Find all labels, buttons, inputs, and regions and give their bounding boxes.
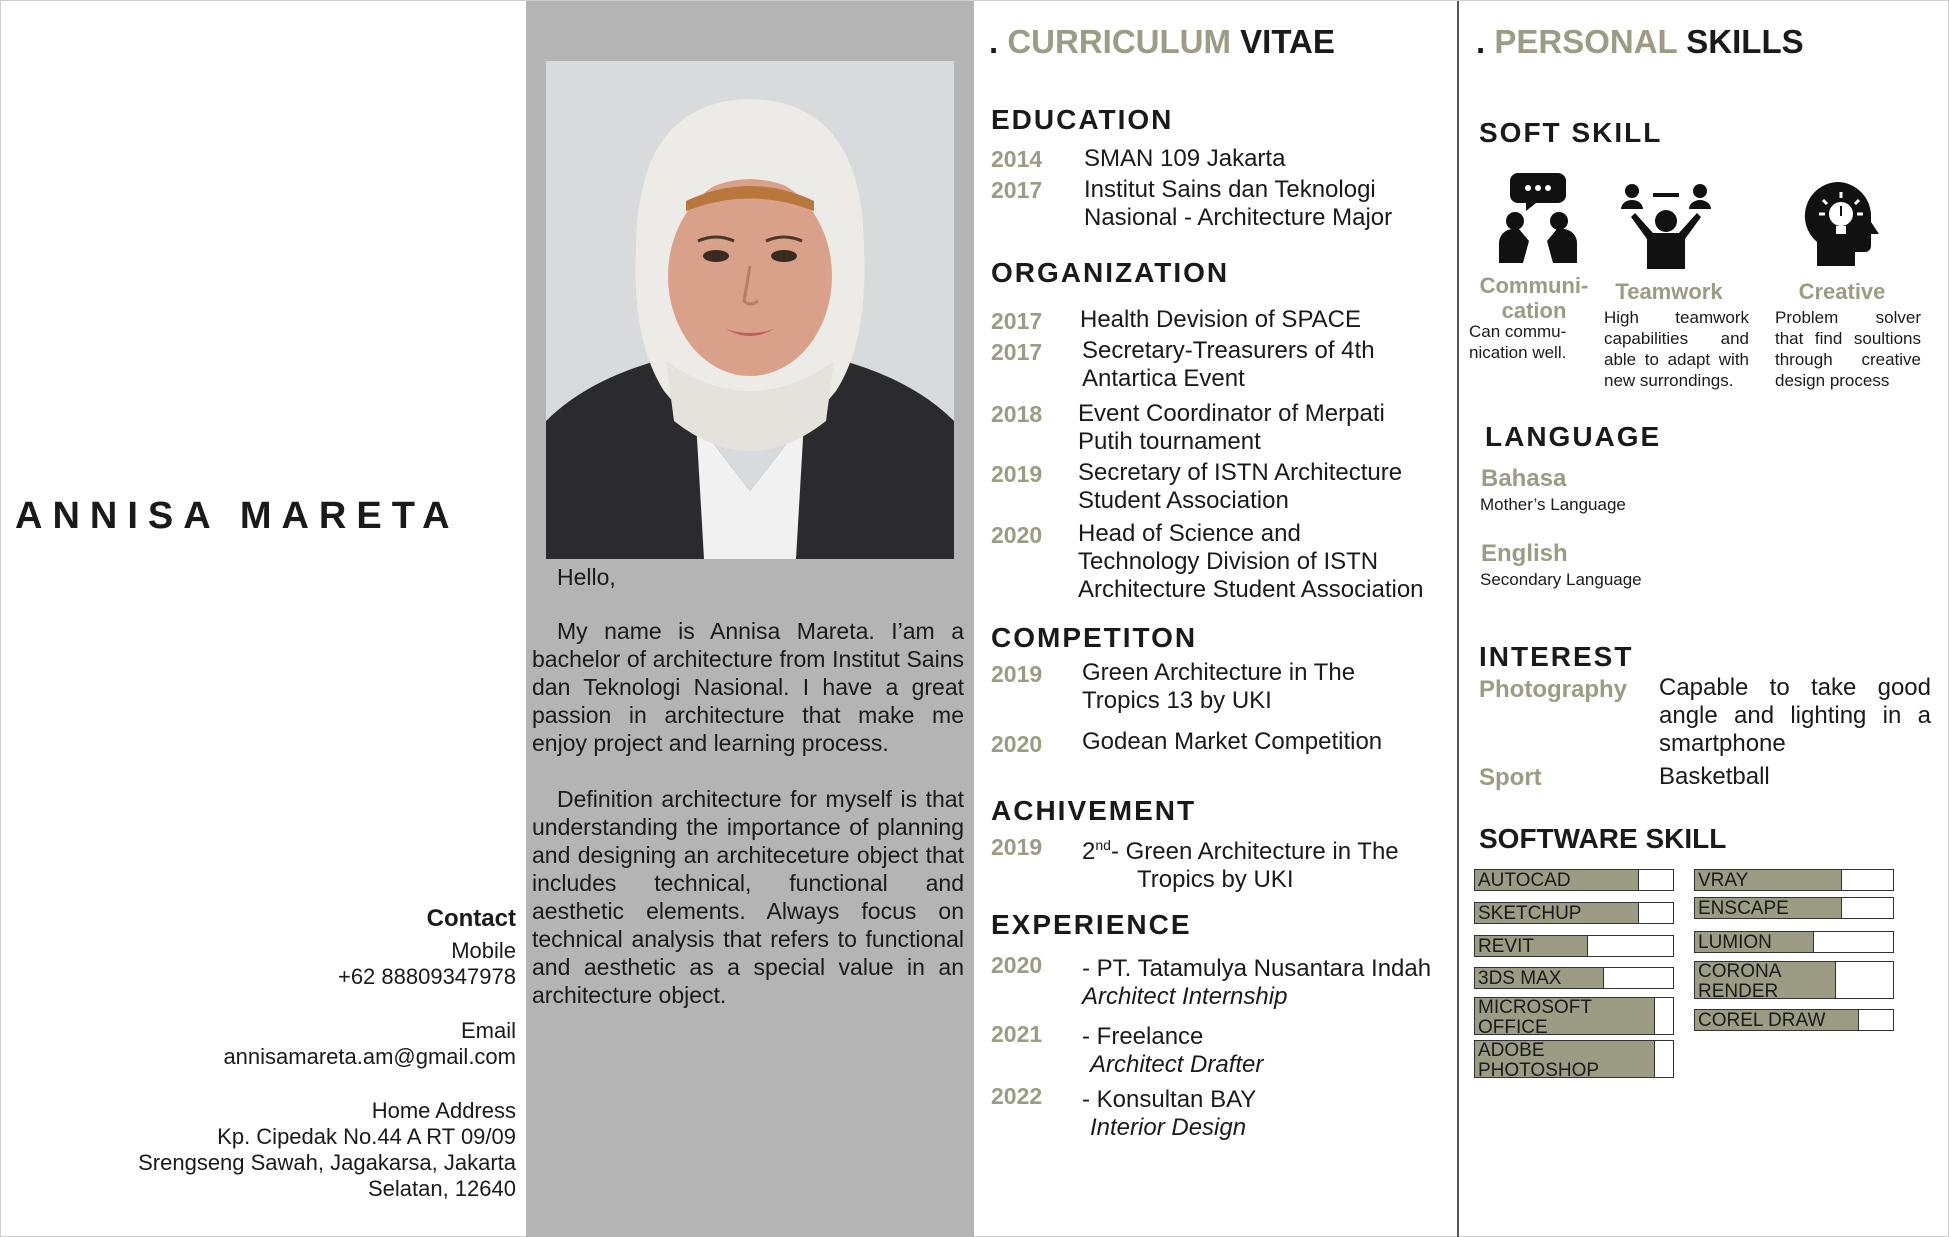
organization-year: 2017 xyxy=(991,308,1043,334)
mobile-number: +62 88809347978 xyxy=(337,964,516,989)
software-skill-bar xyxy=(1694,869,1894,891)
name-contact-column xyxy=(1,1,526,1237)
soft-skill-desc: Can commu- nication well. xyxy=(1469,322,1567,362)
software-skill-name: ENSCAPE xyxy=(1698,898,1789,919)
education-heading: EDUCATION xyxy=(991,104,1174,135)
competition-heading: COMPETITON xyxy=(991,622,1198,653)
language-name: Bahasa xyxy=(1481,465,1567,492)
soft-skill-heading: SOFT SKILL xyxy=(1479,117,1663,148)
email-label: Email xyxy=(460,1018,516,1043)
about-column xyxy=(526,1,974,1237)
experience-item: - Konsultan BAY Interior Design xyxy=(1082,1086,1257,1141)
address-line: Kp. Cipedak No.44 A RT 09/09 xyxy=(217,1124,516,1149)
software-skill-bar xyxy=(1474,869,1674,891)
interest-name: Photography xyxy=(1479,676,1627,703)
soft-skill-desc: Problem solver that find soultions through creative design process xyxy=(1775,308,1921,390)
software-skill-name: LUMION xyxy=(1698,932,1772,953)
organization-item: Secretary of ISTN Architecture Student Association xyxy=(1078,459,1403,514)
software-skill-bar xyxy=(1694,897,1894,919)
address-line: Srengseng Sawah, Jagakarsa, Jakarta xyxy=(138,1150,516,1175)
organization-item: Secretary-Treasurers of 4th Antartica Event xyxy=(1082,337,1375,392)
language-desc: Mother’s Language xyxy=(1480,495,1626,514)
competition-item: Godean Market Competition xyxy=(1082,728,1383,755)
software-skill-bar xyxy=(1474,997,1674,1038)
competition-year: 2019 xyxy=(991,661,1043,687)
interest-heading: INTEREST xyxy=(1479,641,1634,672)
contact-title: Contact xyxy=(426,905,516,932)
language-name: English xyxy=(1481,540,1568,567)
software-skill-bar xyxy=(1474,935,1674,957)
competition-item: Green Architecture in The Tropics 13 by UKI xyxy=(1082,659,1356,714)
interest-name: Sport xyxy=(1479,764,1542,791)
organization-year: 2020 xyxy=(991,522,1043,548)
organization-year: 2017 xyxy=(991,339,1043,365)
interest-desc: Capable to take good angle and lighting in a smartphone xyxy=(1659,674,1931,757)
interest-desc: Basketball xyxy=(1659,763,1770,790)
software-skill-name: MICROSOFT OFFICE xyxy=(1478,997,1592,1038)
soft-skill-desc: High teamwork capabilities and able to adapt with new surrondings. xyxy=(1604,308,1749,390)
soft-skill-name: Teamwork xyxy=(1615,279,1723,304)
contact-block xyxy=(16,906,516,1202)
software-skill-name: CORONA RENDER xyxy=(1698,961,1782,1002)
cv-title: . CURRICULUM VITAE xyxy=(989,23,1335,60)
creative-head-icon xyxy=(1797,176,1887,271)
achievement-item: 2nd- Green Architecture in The Tropics by UKI xyxy=(1082,837,1399,893)
education-item: SMAN 109 Jakarta xyxy=(1084,145,1286,172)
experience-year: 2022 xyxy=(991,1083,1043,1109)
organization-item: Event Coordinator of Merpati Putih tournament xyxy=(1078,400,1385,455)
software-skill-bar xyxy=(1694,1009,1894,1031)
teamwork-icon xyxy=(1621,179,1711,274)
experience-year: 2021 xyxy=(991,1021,1043,1047)
education-item: Institut Sains dan Teknologi Nasional - Architecture Major xyxy=(1084,176,1393,231)
curriculum-vitae-column xyxy=(974,1,1459,1237)
experience-year: 2020 xyxy=(991,952,1043,978)
organization-item: Health Devision of SPACE xyxy=(1080,306,1362,333)
software-skill-bar xyxy=(1694,961,1894,1002)
software-skill-bar xyxy=(1694,931,1894,953)
language-desc: Secondary Language xyxy=(1480,570,1642,589)
skills-title: . PERSONAL SKILLS xyxy=(1476,23,1804,60)
experience-item: - Freelance Architect Drafter xyxy=(1082,1023,1264,1078)
achievement-year: 2019 xyxy=(991,834,1043,860)
software-skill-bar xyxy=(1474,967,1674,989)
greeting: Hello, xyxy=(557,564,616,590)
organization-year: 2018 xyxy=(991,401,1043,427)
experience-item: - PT. Tatamulya Nusantara Indah Architect Internship xyxy=(1082,955,1432,1010)
address-line: Selatan, 12640 xyxy=(367,1176,516,1201)
about-paragraph: Definition architecture for myself is that understanding the importance of planning and designing an architeceture object that includes technical, functional and aesthetic elements. Always focus on technical analysis that refers to functional and aesthetic as a special value in an architecture object. xyxy=(532,786,964,1008)
software-skill-name: ADOBE PHOTOSHOP xyxy=(1478,1040,1600,1081)
portrait-illustration xyxy=(546,61,954,559)
mobile-label: Mobile xyxy=(451,938,516,963)
communication-icon xyxy=(1493,169,1583,264)
software-skill-name: AUTOCAD xyxy=(1478,870,1571,891)
language-heading: LANGUAGE xyxy=(1485,421,1662,452)
organization-heading: ORGANIZATION xyxy=(991,257,1230,288)
soft-skill-name: Communi- cation xyxy=(1479,273,1589,323)
email-address: annisamareta.am@gmail.com xyxy=(223,1044,516,1069)
achievement-heading: ACHIVEMENT xyxy=(991,795,1197,826)
experience-heading: EXPERIENCE xyxy=(991,909,1192,940)
profile-photo xyxy=(546,61,954,559)
address-label: Home Address xyxy=(371,1098,516,1123)
personal-skills-column xyxy=(1459,1,1949,1237)
software-skill-name: REVIT xyxy=(1478,936,1534,957)
software-skill-name: VRAY xyxy=(1698,870,1749,891)
organization-year: 2019 xyxy=(991,461,1043,487)
software-skill-name: SKETCHUP xyxy=(1478,903,1582,924)
software-skill-bar xyxy=(1474,902,1674,924)
soft-skill-name: Creative xyxy=(1798,279,1886,304)
education-year: 2017 xyxy=(991,177,1043,203)
about-paragraph: My name is Annisa Mareta. I’am a bachelor of architecture from Institut Sains dan Teknologi Nasional. I have a great passion in architecture that make me enjoy project and learning process. xyxy=(532,618,964,756)
education-year: 2014 xyxy=(991,146,1043,172)
software-skill-heading: SOFTWARE SKILL xyxy=(1479,823,1727,854)
software-skill-bar xyxy=(1474,1040,1674,1081)
competition-year: 2020 xyxy=(991,731,1043,757)
organization-item: Head of Science and Technology Division of ISTN Architecture Student Association xyxy=(1078,520,1424,603)
about-text xyxy=(532,563,964,1037)
software-skill-name: COREL DRAW xyxy=(1698,1010,1826,1031)
full-name: ANNISA MARETA xyxy=(15,495,460,537)
software-skill-name: 3DS MAX xyxy=(1478,968,1562,989)
